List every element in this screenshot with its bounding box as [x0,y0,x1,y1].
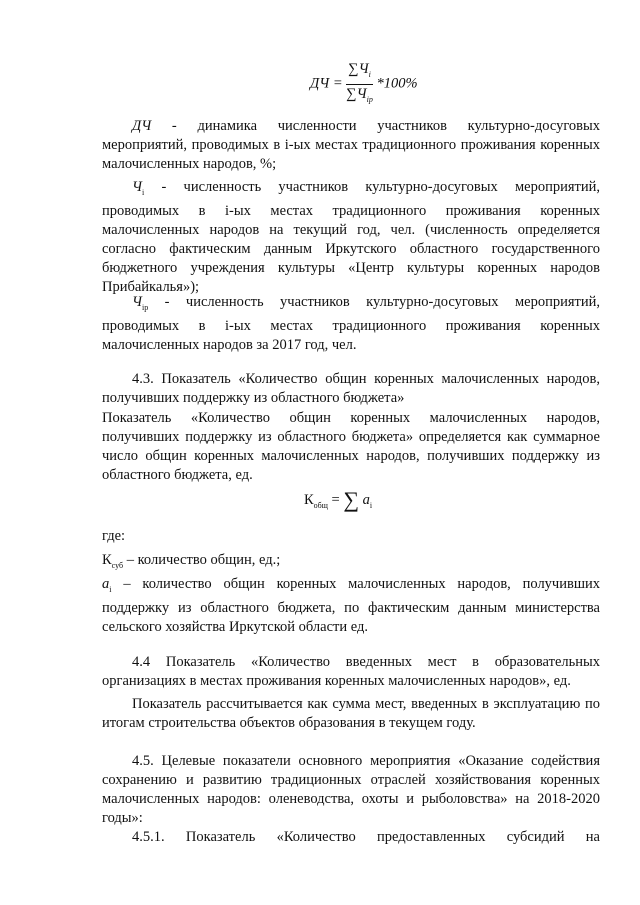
sum-symbol: ∑ [348,61,359,77]
definition-ksub: $К_{суб}$ – количество общин, ед.; [102,552,281,570]
definition-chip: $Ч_{ip}$ - численность участников культурно-досуговых мероприятий, проводимых в i-ых местах традиционного проживания коренных малочисленных народов за 2017 год, чел. [102,294,600,353]
sum-symbol: ∑ [346,85,357,102]
formula-fraction: $\frac{\sum Ч_i}{\sum Ч_{ip}}$ [346,61,373,104]
formula-communities: $К_{общ}$ = ∑ $a_i$ [304,487,373,512]
formula-dynamics [310,60,418,109]
section-4-3-paragraph: Показатель «Количество общин коренных малочисленных народов, получивших поддержку из областного бюджета» определяется как суммарное число общин коренных малочисленных народов, получивших поддержку из областного бюджета, ед. [102,410,600,483]
sum-symbol: ∑ [343,487,360,512]
formula-rhs: *100% [376,75,418,92]
definition-dch: ДЧ - динамика численности участников культурно-досуговых мероприятий, проводимых в i-ых местах традиционного проживания коренных малочисленных народов, %; [102,118,601,172]
formula-denominator: Ч [356,85,367,102]
formula-lhs: ДЧ = [310,75,343,92]
section-4-4-paragraph: Показатель рассчитывается как сумма мест, введенных в эксплуатацию по итогам строительства объектов образования в текущем году. [102,696,600,731]
where-label: где: [102,528,126,544]
section-4-5-1-heading: 4.5.1. Показатель «Количество предоставленных субсидий на [132,829,600,845]
formula-numerator: Ч [358,61,369,77]
definition-chi: $Ч_i$ - численность участников культурно-досуговых мероприятий, проводимых в i-ых местах традиционного проживания коренных малочисленных народов на текущий год, чел. (численность определяется согласно фактическим данным Иркутского областного государственного бюджетного учреждения культуры «Центр культуры коренных народов Прибайкалья»); [102,179,600,295]
section-4-3-heading: 4.3. Показатель «Количество общин коренных малочисленных народов, получивших поддержку из областного бюджета» [102,371,600,406]
definition-ai: $a_i$ – количество общин коренных малочисленных народов, получивших поддержку из областного бюджета, по фактическим данным министерства сельского хозяйства Иркутской области ед. [102,576,600,635]
section-4-5-heading: 4.5. Целевые показатели основного мероприятия «Оказание содействия сохранению и развитию традиционных отраслей хозяйствования коренных малочисленных народов: оленеводства, охоты и рыболовства» на 2018-2020 годы»: [102,753,600,826]
section-4-4-heading: 4.4 Показатель «Количество введенных мест в образовательных организациях в местах проживания коренных малочисленных народов», ед. [102,654,600,689]
